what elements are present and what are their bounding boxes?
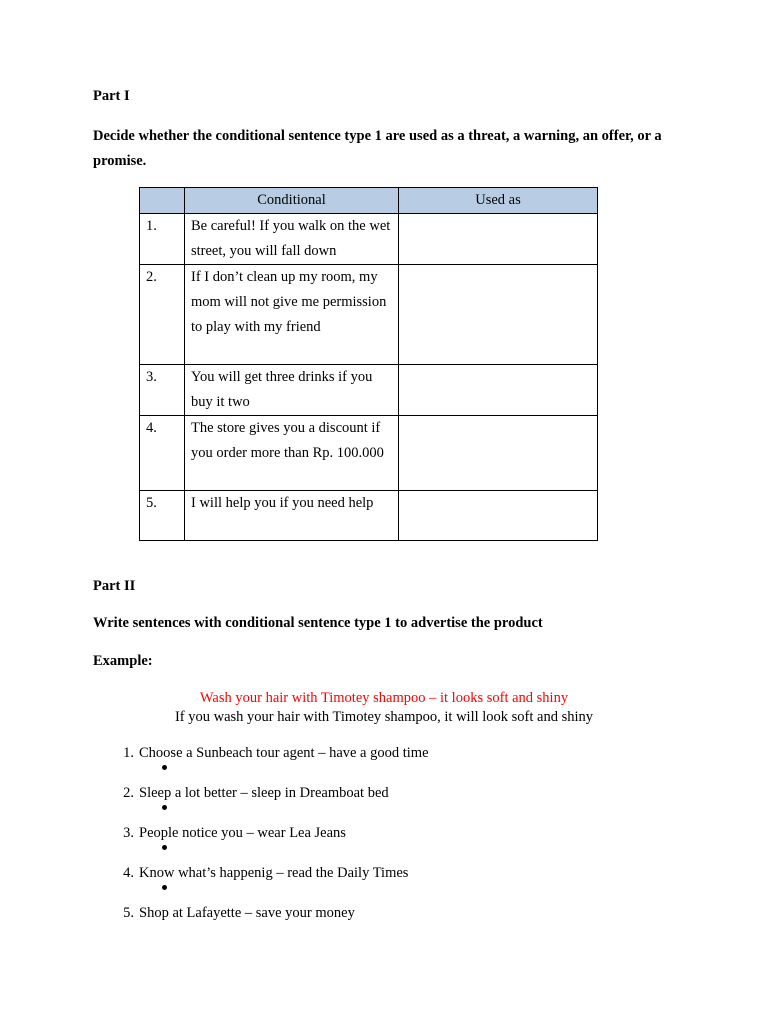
answer-bullet-icon (162, 765, 167, 770)
row-used-as-cell[interactable] (399, 214, 598, 265)
table-row (140, 365, 598, 416)
table-row (140, 491, 598, 541)
row-conditional: I will help you if you need help (185, 491, 399, 541)
table-row (140, 265, 598, 365)
answer-bullet-icon (162, 805, 167, 810)
row-number: 2. (140, 265, 185, 365)
table-header-row (140, 188, 598, 214)
row-used-as-cell[interactable] (399, 491, 598, 541)
answer-bullet-icon (162, 845, 167, 850)
item-number: 3. (123, 825, 134, 841)
part1-instruction: Decide whether the conditional sentence type 1 are used as a threat, a warning, an offer, or a promise. (93, 128, 662, 169)
table-row (140, 416, 598, 491)
example-prompt: Wash your hair with Timotey shampoo – it looks soft and shiny (199, 690, 569, 706)
example-label: Example: (93, 653, 153, 669)
item-number: 2. (123, 785, 134, 801)
item-number: 4. (123, 865, 134, 881)
row-conditional: Be careful! If you walk on the wet street, you will fall down (185, 214, 399, 265)
row-used-as-cell[interactable] (399, 416, 598, 491)
item-number: 1. (123, 745, 134, 761)
header-used-as: Used as (399, 188, 598, 214)
part1-title: Part I (93, 88, 130, 104)
header-conditional: Conditional (185, 188, 399, 214)
row-number: 4. (140, 416, 185, 491)
row-number: 1. (140, 214, 185, 265)
part2-title: Part II (93, 578, 136, 594)
answer-bullet-icon (162, 885, 167, 890)
row-conditional: The store gives you a discount if you order more than Rp. 100.000 (185, 416, 399, 491)
row-used-as-cell[interactable] (399, 365, 598, 416)
row-number: 5. (140, 491, 185, 541)
item-text: People notice you – wear Lea Jeans (139, 825, 346, 841)
row-conditional: If I don’t clean up my room, my mom will not give me permission to play with my friend (185, 265, 399, 365)
row-number: 3. (140, 365, 185, 416)
item-text: Shop at Lafayette – save your money (139, 905, 355, 921)
conditional-table (139, 187, 598, 541)
row-conditional: You will get three drinks if you buy it two (185, 365, 399, 416)
item-text: Know what’s happenig – read the Daily Times (139, 865, 409, 881)
row-used-as-cell[interactable] (399, 265, 598, 365)
example-answer: If you wash your hair with Timotey shampoo, it will look soft and shiny (174, 709, 594, 725)
header-number (140, 188, 185, 214)
table-row (140, 214, 598, 265)
part2-instruction: Write sentences with conditional sentence type 1 to advertise the product (93, 615, 543, 631)
item-text: Sleep a lot better – sleep in Dreamboat bed (139, 785, 389, 801)
item-number: 5. (123, 905, 134, 921)
item-text: Choose a Sunbeach tour agent – have a good time (139, 745, 429, 761)
